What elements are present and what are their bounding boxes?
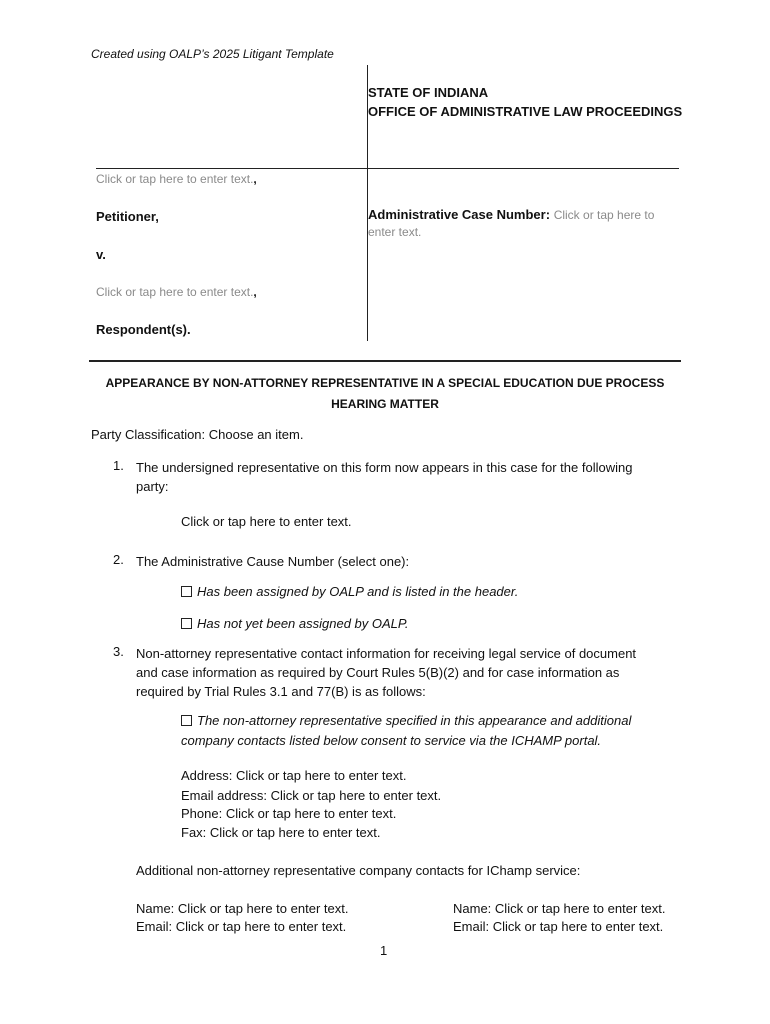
petitioner-name-line (96, 172, 257, 186)
consent-option (181, 711, 680, 730)
petitioner-label: Petitioner, (96, 209, 159, 224)
template-note: Created using OALP’s 2025 Litigant Template (91, 47, 334, 61)
option-not-assigned-label: Has not yet been assigned by OALP. (197, 616, 409, 631)
item-3-text-line-3: required by Trial Rules 3.1 and 77(B) is as follows: (136, 684, 426, 699)
address-line (181, 768, 406, 783)
item-3-number: 3. (113, 644, 124, 659)
option-assigned-checkbox[interactable] (181, 586, 192, 597)
phone-label: Phone: (181, 806, 223, 821)
respondent-name-line (96, 285, 257, 299)
party-classification-dropdown[interactable]: Choose an item. (208, 427, 304, 442)
contact-1-name-label: Name: (136, 901, 175, 916)
contact-1-email-field[interactable]: Click or tap here to enter text. (175, 919, 347, 934)
contact-1-name-line (136, 901, 348, 916)
petitioner-comma: , (253, 172, 257, 186)
fax-label: Fax: (181, 825, 207, 840)
form-title-line-1: APPEARANCE BY NON-ATTORNEY REPRESENTATIVE IN A SPECIAL EDUCATION DUE PROCESS (105, 376, 665, 390)
case-number-field[interactable]: Click or tap here to (553, 208, 655, 222)
title-rule (89, 360, 681, 362)
page-number: 1 (380, 943, 388, 958)
consent-label-line-2: company contacts listed below consent to service via the ICHAMP portal. (181, 733, 602, 748)
office-heading: OFFICE OF ADMINISTRATIVE LAW PROCEEDINGS (368, 104, 683, 119)
contact-2-email-label: Email: (453, 919, 490, 934)
form-title-line-2: HEARING MATTER (331, 397, 439, 411)
option-assigned-label: Has been assigned by OALP and is listed in the header. (197, 584, 519, 599)
additional-contacts-heading: Additional non-attorney representative company contacts for IChamp service: (136, 863, 581, 878)
contact-2-email-field[interactable]: Click or tap here to enter text. (492, 919, 664, 934)
versus-label: v. (96, 247, 106, 262)
contact-1-name-field[interactable]: Click or tap here to enter text. (177, 901, 349, 916)
state-heading: STATE OF INDIANA (368, 85, 489, 100)
item-2-text: The Administrative Cause Number (select one): (136, 554, 410, 569)
item-2-number: 2. (113, 552, 124, 567)
party-name-field[interactable]: Click or tap here to enter text. (181, 514, 352, 529)
party-classification (91, 427, 303, 442)
item-3-text-line-2: and case information as required by Court Rules 5(B)(2) and for case information as (136, 665, 620, 680)
caption-horizontal-divider (96, 168, 679, 169)
contact-2-name-label: Name: (453, 901, 492, 916)
contact-1-email-label: Email: (136, 919, 173, 934)
email-address-label: Email address: (181, 788, 267, 803)
address-label: Address: (181, 768, 233, 783)
item-3-text-line-1: Non-attorney representative contact information for receiving legal service of document (136, 646, 637, 661)
email-address-line (181, 788, 441, 803)
address-field[interactable]: Click or tap here to enter text. (235, 768, 407, 783)
case-number-field-continued[interactable]: enter text. (368, 225, 422, 239)
party-classification-label: Party Classification: (91, 427, 206, 442)
contact-2-name-field[interactable]: Click or tap here to enter text. (494, 901, 666, 916)
consent-checkbox[interactable] (181, 715, 192, 726)
item-1-text-line-2: party: (136, 479, 169, 494)
respondent-name-field[interactable]: Click or tap here to enter text. (96, 285, 254, 299)
consent-label-line-1: The non-attorney representative specified in this appearance and additional (197, 713, 632, 728)
contact-2-name-line (453, 901, 665, 916)
option-not-assigned-checkbox[interactable] (181, 618, 192, 629)
item-1-number: 1. (113, 458, 124, 473)
contact-1-email-line (136, 919, 346, 934)
option-assigned (181, 582, 518, 601)
case-number-label: Administrative Case Number: (368, 207, 551, 222)
item-1-text-line-1: The undersigned representative on this form now appears in this case for the following (136, 460, 633, 475)
contact-2-email-line (453, 919, 663, 934)
respondent-comma: , (253, 285, 257, 299)
fax-line (181, 825, 380, 840)
fax-field[interactable]: Click or tap here to enter text. (209, 825, 381, 840)
petitioner-name-field[interactable]: Click or tap here to enter text. (96, 172, 254, 186)
option-not-assigned (181, 614, 409, 633)
respondent-label: Respondent(s). (96, 322, 191, 337)
phone-field[interactable]: Click or tap here to enter text. (225, 806, 397, 821)
email-address-field[interactable]: Click or tap here to enter text. (270, 788, 442, 803)
phone-line (181, 806, 396, 821)
case-number-line (368, 206, 654, 224)
